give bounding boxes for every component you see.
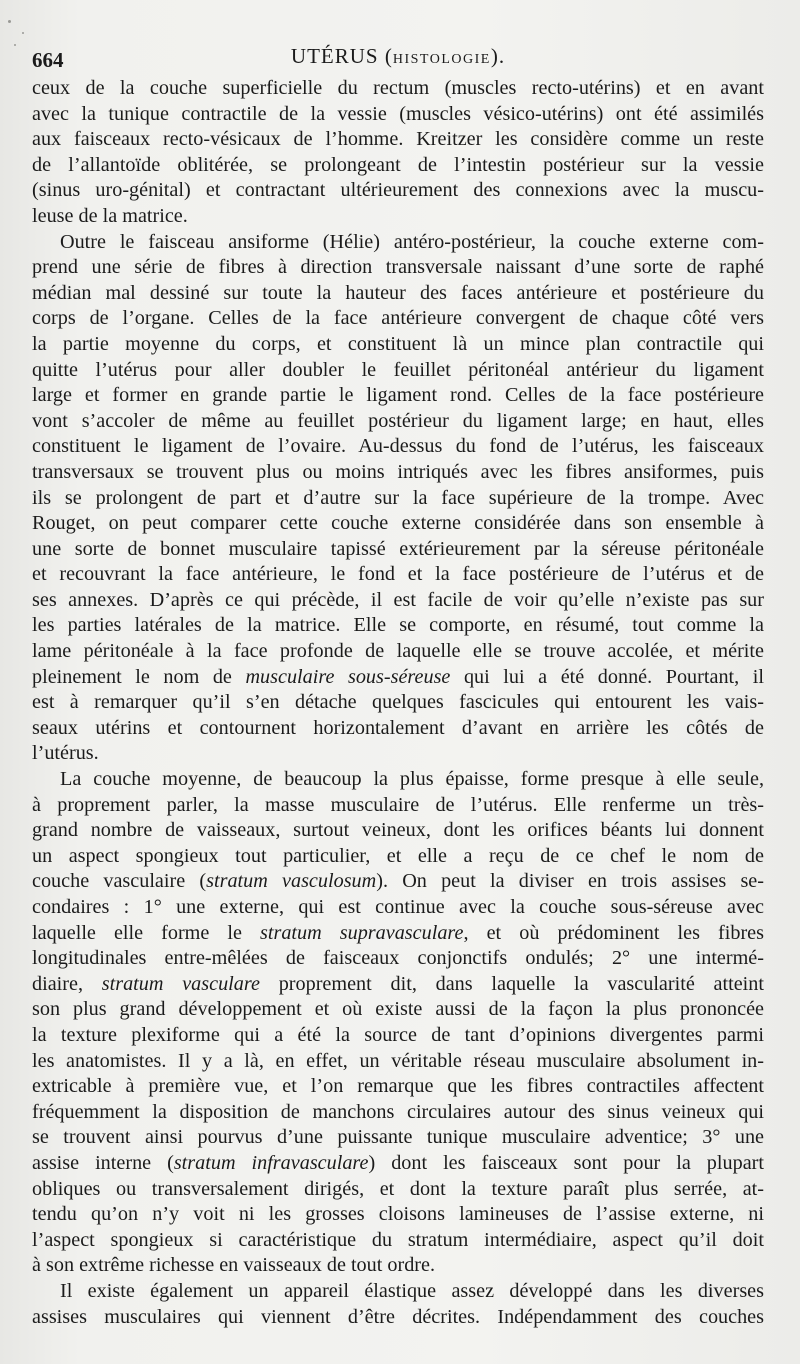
text-line xyxy=(32,537,764,563)
text-run: Rouget, on peut comparer cette couche externe considérée dans son ensemble à xyxy=(32,512,764,535)
text-line xyxy=(32,1305,764,1331)
text-run: de l’allantoïde oblitérée, se prolongeant de l’intestin postérieur sur la vessie xyxy=(32,153,764,176)
text-line xyxy=(32,972,764,998)
running-title-main: UTÉRUS xyxy=(290,44,379,68)
text-run: condaires : 1° une externe, qui est continue avec la couche sous-séreuse avec xyxy=(32,896,764,918)
text-line xyxy=(32,76,764,102)
text-run: la texture plexiforme qui a été la source de tant d’opinions divergentes parmi xyxy=(32,1023,764,1046)
text-line xyxy=(32,153,764,179)
text-run: diaire, xyxy=(32,972,102,995)
text-run: une sorte de bonnet musculaire tapissé extérieurement par la séreuse péritonéale xyxy=(32,537,764,560)
text-run: ceux de la couche superficielle du rectum (muscles recto-utérins) et en avant xyxy=(32,77,764,99)
italic-term: stratum supravasculare xyxy=(260,921,464,944)
text-run: seaux utérins et contournent horizontalement d’avant en arrière les côtés de xyxy=(32,716,764,739)
text-line xyxy=(32,588,764,614)
text-line xyxy=(32,613,764,639)
text-run: obliques ou transversalement dirigés, et dont la texture paraît plus serrée, at- xyxy=(32,1177,764,1200)
text-line xyxy=(32,178,764,204)
text-line xyxy=(32,1151,764,1177)
text-run: transversaux se trouvent plus ou moins intriqués avec les fibres ansiformes, puis xyxy=(32,460,764,483)
text-line xyxy=(32,1253,764,1279)
text-line xyxy=(32,358,764,384)
text-line xyxy=(32,409,764,435)
text-line xyxy=(32,818,764,844)
text-run: se trouvent ainsi pourvus d’une puissante tunique musculaire adventice; 3° une xyxy=(32,1126,764,1149)
italic-term: musculaire sous-séreuse xyxy=(245,665,451,688)
text-run: pleinement le nom de xyxy=(32,665,246,688)
text-line xyxy=(32,306,764,332)
running-title-open: ( xyxy=(384,44,393,68)
text-run: assises musculaires qui viennent d’être décrites. Indépendamment des couches xyxy=(32,1305,764,1328)
text-run: ses annexes. D’après ce qui précède, il est facile de voir qu’elle n’existe pas sur xyxy=(32,588,764,611)
text-line xyxy=(32,460,764,486)
text-run: aux faisceaux recto-vésicaux de l’homme. Kreitzer les considère comme un reste xyxy=(32,128,764,151)
text-line xyxy=(32,1049,764,1075)
running-title-close: ). xyxy=(490,44,506,68)
text-run: Il existe également un appareil élastique assez développé dans les diverses xyxy=(60,1279,764,1302)
text-line xyxy=(32,665,764,691)
text-run: son plus grand développement et où existe aussi de la façon la plus prononcée xyxy=(32,998,764,1021)
text-run: médian mal dessiné sur toute la hauteur des faces antérieure et postérieure du xyxy=(32,281,764,304)
text-line xyxy=(32,1100,764,1126)
text-run: couche vasculaire ( xyxy=(32,870,207,893)
text-line xyxy=(32,1228,764,1254)
text-line xyxy=(32,486,764,512)
paper-speck xyxy=(22,32,24,34)
text-run: constituent le ligament de l’ovaire. Au-dessus du fond de l’utérus, les faisceaux xyxy=(32,435,764,458)
text-run: lame péritonéale à la face profonde de laquelle elle se trouve accolée, et mérite xyxy=(32,640,764,663)
text-run: et recouvrant la face antérieure, le fond et la face postérieure de l’utérus et de xyxy=(32,563,764,586)
text-run: fréquemment la disposition de manchons circulaires autour des sinus veineux qui xyxy=(32,1100,764,1123)
text-line xyxy=(32,1202,764,1228)
text-run: un aspect spongieux tout particulier, et elle a reçu de ce chef le nom de xyxy=(32,844,764,867)
text-line xyxy=(32,1074,764,1100)
page-number: 664 xyxy=(32,48,64,72)
text-line xyxy=(32,230,764,256)
italic-term: stratum infravasculare xyxy=(173,1151,369,1174)
text-run: l’aspect spongieux si caractéristique du stratum intermédiaire, aspect qu’il doit xyxy=(32,1228,764,1251)
text-line xyxy=(32,102,764,128)
text-line xyxy=(32,281,764,307)
text-run: à proprement parler, la masse musculaire de l’utérus. Elle renferme un très- xyxy=(32,793,764,816)
italic-term: stratum vasculosum xyxy=(206,870,377,893)
text-line xyxy=(32,127,764,153)
paper-speck xyxy=(14,44,16,46)
running-title xyxy=(32,44,764,69)
text-line xyxy=(32,332,764,358)
body-text xyxy=(32,76,764,1330)
text-run: qui lui a été donné. Pourtant, il xyxy=(450,665,764,688)
text-line xyxy=(32,1125,764,1151)
text-line xyxy=(32,1023,764,1049)
text-line xyxy=(32,895,764,921)
text-run: prend une série de fibres à direction transversale naissant d’une sorte de raphé xyxy=(32,256,764,279)
text-line xyxy=(32,1177,764,1203)
text-run: assise interne ( xyxy=(32,1151,174,1174)
text-run: ils se prolongent de part et d’autre sur la face supérieure de la trompe. Avec xyxy=(32,486,764,509)
text-run: la partie moyenne du corps, et constituent là un mince plan contractile qui xyxy=(32,332,764,355)
text-line xyxy=(32,562,764,588)
text-run: ) dont les faisceaux sont pour la plupart xyxy=(368,1151,764,1174)
text-run: vont s’accoler de même au feuillet postérieur du ligament large; en haut, elles xyxy=(32,409,764,432)
text-line xyxy=(32,869,764,895)
text-line xyxy=(32,255,764,281)
text-run: (sinus uro-génital) et contractant ultérieurement des connexions avec la muscu- xyxy=(32,179,764,202)
text-line xyxy=(32,793,764,819)
text-run: Outre le faisceau ansiforme (Hélie) antéro-postérieur, la couche externe com- xyxy=(60,230,764,253)
text-line xyxy=(32,511,764,537)
italic-term: stratum vasculare xyxy=(101,972,260,995)
text-line xyxy=(32,844,764,870)
text-run: à son extrême richesse en vaisseaux de tout ordre. xyxy=(32,1254,436,1277)
text-line xyxy=(32,1279,764,1305)
text-line xyxy=(32,690,764,716)
running-title-subtitle: HISTOLOGIE xyxy=(392,52,491,67)
text-run: large et former en grande partie le ligament rond. Celles de la face postérieure xyxy=(32,384,764,407)
text-run: les anatomistes. Il y a là, en effet, un véritable réseau musculaire absolument in- xyxy=(32,1049,764,1072)
text-run: La couche moyenne, de beaucoup la plus épaisse, forme presque à elle seule, xyxy=(60,768,764,791)
text-run: l’utérus. xyxy=(32,742,99,765)
text-run: grand nombre de vaisseaux, surtout veineux, dont les orifices béants lui donnent xyxy=(32,819,764,842)
text-line xyxy=(32,997,764,1023)
page-header xyxy=(32,40,764,74)
text-run: , et où prédominent les fibres xyxy=(463,921,764,944)
text-line xyxy=(32,204,764,230)
text-line xyxy=(32,741,764,767)
text-run: laquelle elle forme le xyxy=(32,921,261,944)
text-run: est à remarquer qu’il s’en détache quelques fascicules qui entourent les vais- xyxy=(32,691,764,714)
text-run: les parties latérales de la matrice. Elle se comporte, en résumé, tout comme la xyxy=(32,614,764,637)
text-line xyxy=(32,716,764,742)
text-run: avec la tunique contractile de la vessie (muscles vésico-utérins) ont été assimilés xyxy=(32,102,764,125)
text-line xyxy=(32,767,764,793)
text-run: corps de l’organe. Celles de la face antérieure convergent de chaque côté vers xyxy=(32,307,764,330)
text-line xyxy=(32,434,764,460)
text-line xyxy=(32,639,764,665)
paper-speck xyxy=(8,20,11,23)
text-run: longitudinales entre-mêlées de faisceaux conjonctifs ondulés; 2° une intermé- xyxy=(32,947,764,970)
text-run: leuse de la matrice. xyxy=(32,204,188,227)
text-line xyxy=(32,383,764,409)
text-line xyxy=(32,946,764,972)
text-run: quitte l’utérus pour aller doubler le feuillet péritonéal antérieur du ligament xyxy=(32,358,764,381)
text-run: proprement dit, dans laquelle la vascularité atteint xyxy=(259,972,764,995)
text-run: extricable à première vue, et l’on remarque que les fibres contractiles affectent xyxy=(32,1075,764,1098)
text-line xyxy=(32,921,764,947)
text-run: tendu qu’on n’y voit ni les grosses cloisons lamineuses de l’assise externe, ni xyxy=(32,1203,764,1226)
text-run: ). On peut la diviser en trois assises se- xyxy=(376,870,764,893)
